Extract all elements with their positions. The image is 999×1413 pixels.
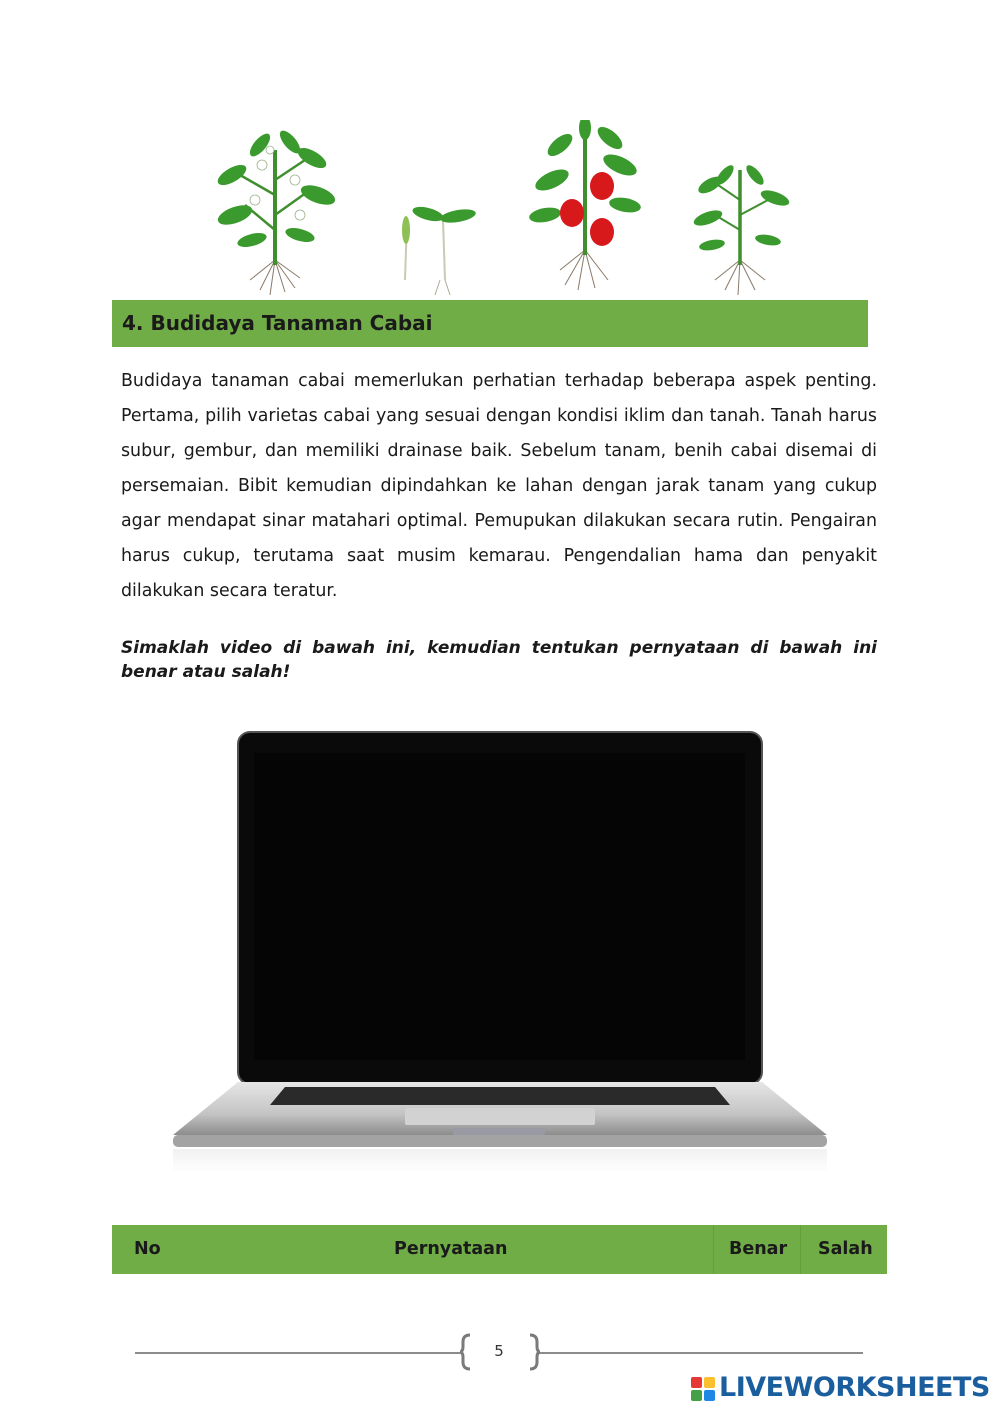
laptop-trackpad <box>405 1108 595 1125</box>
body-paragraph: Budidaya tanaman cabai memerlukan perhatian terhadap beberapa aspek penting. Pertama, pilih varietas cabai yang sesuai dengan kondisi iklim dan tanah. Tanah harus subur, gembur, dan memiliki drainase baik. Sebelum tanam, benih cabai disemai di persemaian. Bibit kemudian dipindahkan ke lahan dengan jarak tanam yang cukup agar mendapat sinar matahari optimal. Pemupukan dilakukan secara rutin. Pengairan harus cukup, terutama saat musim kemarau. Pengendalian hama dan penyakit dilakukan secara teratur. <box>121 371 877 601</box>
video-screen[interactable] <box>254 753 745 1060</box>
instruction-text: Simaklah video di bawah ini, kemudian tentukan pernyataan di bawah ini benar atau salah! <box>121 638 877 682</box>
statement-table-header <box>112 1225 887 1274</box>
liveworksheets-logo-icon <box>691 1377 715 1401</box>
sprout-image <box>402 204 477 295</box>
plant-growth-illustration <box>200 120 800 300</box>
flowering-plant-image <box>215 127 338 295</box>
header-statement: Pernyataan <box>394 1239 508 1259</box>
watermark-text: LIVEWORKSHEETS <box>719 1372 990 1403</box>
header-false: Salah <box>818 1239 873 1259</box>
header-divider <box>800 1225 801 1274</box>
laptop-notch <box>453 1128 545 1136</box>
laptop-reflection <box>173 1149 827 1173</box>
video-player[interactable] <box>165 725 835 1185</box>
page-number: 5 <box>494 1342 504 1360</box>
pepper-plant-image <box>528 120 642 290</box>
young-plant-image <box>692 163 791 295</box>
header-no: No <box>134 1239 161 1259</box>
footer-line-left <box>135 1352 460 1354</box>
section-title: 4. Budidaya Tanaman Cabai <box>122 311 433 335</box>
header-divider <box>713 1225 714 1274</box>
liveworksheets-watermark <box>691 1373 991 1405</box>
section-header-bar <box>112 300 868 347</box>
laptop-bottom-edge <box>173 1135 827 1147</box>
footer-line-right <box>538 1352 863 1354</box>
header-true: Benar <box>729 1239 788 1259</box>
laptop-keyboard <box>270 1087 730 1105</box>
